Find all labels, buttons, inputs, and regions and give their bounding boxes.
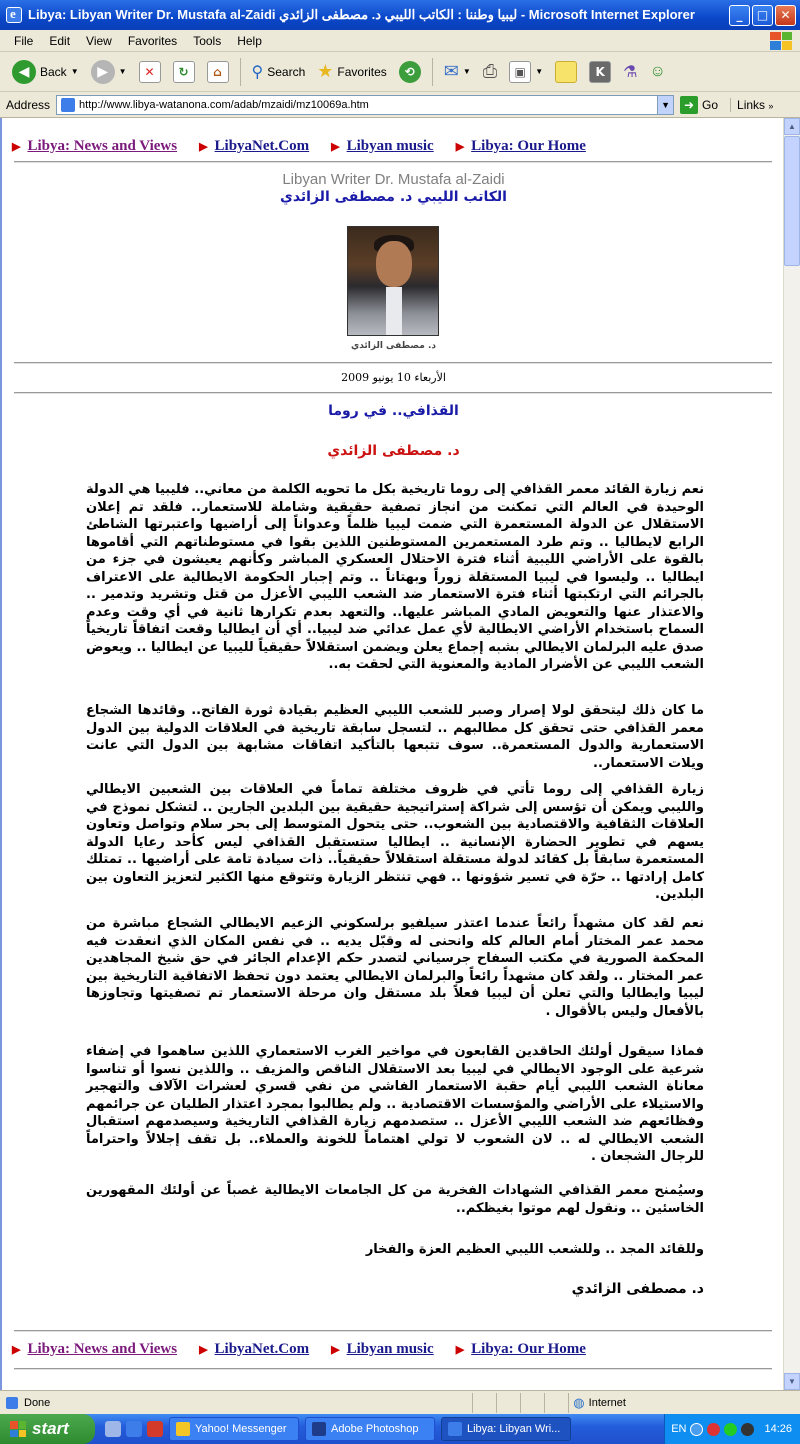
task-yahoo-messenger[interactable] [169, 1417, 299, 1441]
nav-link-libyan-music[interactable]: Libyan music [346, 137, 434, 154]
top-nav-links [12, 135, 608, 157]
page-title-en: Libyan Writer Dr. Mustafa al-Zaidi [282, 171, 505, 188]
go-arrow-icon: ➜ [680, 96, 698, 114]
scroll-up-button[interactable]: ▲ [784, 118, 800, 135]
chevron-down-icon[interactable]: ▼ [657, 96, 673, 114]
triangle-bullet-icon: ▶ [331, 1343, 340, 1356]
triangle-bullet-icon: ▶ [199, 140, 208, 153]
start-button[interactable] [0, 1414, 95, 1444]
divider [14, 1368, 772, 1370]
globe-icon: ◍ [573, 1394, 585, 1410]
article-paragraph: ما كان ذلك ليتحقق لولا إصرار وصبر للشعب الليبي العظيم بقيادة ثورة الفاتح.. وقائدها الشجاع معمر القذافي حتى تحقق كل مطالبهم .. لتسجل سابقة تاريخية في العلاقات الدولية بين الدول الاستعمارية والدول المستعمرة.. سوف تتبعها بالتأكيد اتفاقات مشابهة بين الدول التي عانت ويلات الاستعمار.. [86, 703, 704, 771]
article-paragraph: وللقائد المجد .. وللشعب الليبي العظيم العزة والفخار [365, 1242, 704, 1257]
bottom-nav-links [12, 1338, 608, 1360]
back-arrow-icon: ◀ [12, 60, 36, 84]
menu-help[interactable]: Help [237, 33, 262, 48]
menu-file[interactable]: File [14, 33, 34, 48]
article-paragraph: نعم زيارة القائد معمر القذافي إلى روما تاريخية بكل ما تحويه الكلمة من معاني.. فليبيا هي الدولة الوحيدة في العالم التي تمكنت من انجاز تصفية حقيقية وشاملة للاستعمار.. فلقد تم إعلان الاستقلال عن الدولة المستعمرة التي ضمت ليبيا ظلماً وعدواناً إلى أراضيها واعتبرتها الشاطئ الرابع لايطاليا .. وتم طرد المستعمرين المستوطنين اللذين بقوا في مستوطناتهم التي أقاموها بالقوة على الأراضي الليبية أثناء فترة الاحتلال العسكري المباشر وكأنهم يعيشون في جزء من ايطاليا .. وليسوا في ليبيا المستقلة زوراً وبهتاناً .. وتم إجبار الحكومة الايطالية على الاعتراف بالجرائم التي ارتكبتها أثناء فترة الاستعمار ضد الشعب الليبي الأعزل من قتل وتشريد وتدمير .. والاعتذار عنها والتعويض المادي المباشر عليها.. والتعهد بعدم تكرارها ثانية في أي وقت وعدم السماح باستخدام الأراضي الايطالية لأي عمل عدائي ضد ليبيا.. أي أن ايطاليا وقعت اتفاقاً تاريخياً صدق عليه البرلمان الايطالي بشبه إجماع يعلن ويضمن استقلالاً حقيقياً لليبيا عن ايطاليا .. ويعوض الشعب الليبي عن الأضرار المادية والمعنوية التي لحقت به.. [86, 482, 704, 672]
nav-link-libyan-music[interactable]: Libyan music [346, 1340, 434, 1357]
star-icon: ★ [317, 61, 334, 81]
mail-icon: ✉ [443, 61, 459, 81]
article-title: القذافي.. في روما [328, 403, 459, 419]
zone-text: Internet [588, 1396, 626, 1409]
home-button[interactable] [203, 59, 233, 85]
task-label: Adobe Photoshop [331, 1423, 419, 1435]
nav-link-libyanet[interactable]: LibyaNet.Com [214, 1340, 310, 1357]
article-signature: د. مصطفى الزائدي [571, 1281, 704, 1297]
stop-button[interactable] [135, 59, 165, 85]
article-paragraph: وسيُمنح معمر القذافي الشهادات الفخرية من كل الجامعات الايطالية غصباً عن أولئك المقهورين الخاسئين .. ونقول لهم موتوا بغيظكم.. [86, 1183, 704, 1216]
windows-logo-icon [10, 1421, 26, 1437]
k-button[interactable] [585, 59, 615, 85]
window-title: Libya: Libyan Writer Dr. Mustafa al-Zaidi ليبيا وطننا : الكاتب الليبي د. مصطفى الزائدي - Microsoft Internet Explorer [28, 7, 695, 22]
clock: 14:26 [764, 1423, 792, 1435]
system-tray [664, 1414, 800, 1444]
edit-icon: ▣ [509, 61, 531, 83]
research-icon: ⚗ [623, 63, 638, 81]
close-button[interactable]: ✕ [775, 5, 796, 26]
search-button[interactable] [248, 60, 310, 84]
back-label: Back [40, 64, 67, 79]
print-icon: ⎙ [482, 61, 498, 81]
discuss-button[interactable] [551, 59, 581, 85]
chevron-right-icon: » [768, 100, 774, 111]
tray-icon[interactable] [690, 1423, 703, 1436]
article-paragraph: فماذا سيقول أولئك الحاقدين القابعون في مواخير الغرب الاستعماري اللذين ساهموا في إضفاء شرعية على الوجود الايطالي في ليبيا بعد الاستقلال الناقص والمزيف .. واللذين نسوا أو تناسوا معاناة الشعب الليبي أيام حقبة الاستعمار الفاشي من نفي قسري لعشرات الآلاف والتهجير والاستيلاء على الأراضي والمؤسسات الاقتصادية .. ولم يطالبوا بمجرد اعتذار الطليان عن جرائمهم وفظائعهم ضد الشعب الليبي الأعزل .. ستصدمهم زيارة القذافي التاريخية وسيصدمهم استقبال الشعب الايطالي له .. لان الشعوب لا تولي اهتماماً للخونة والعملاء.. بل تقف إجلالاً واحتراماً للرجال الشجعان . [86, 1044, 704, 1164]
media-icon[interactable] [147, 1421, 163, 1437]
tray-icon[interactable] [741, 1423, 754, 1436]
address-url: http://www.libya-watanona.com/adab/mzaidi/mz10069a.htm [79, 98, 369, 111]
search-icon: ⚲ [251, 63, 264, 81]
nav-link-news-views[interactable]: Libya: News and Views [27, 137, 178, 154]
article-author: د. مصطفى الزائدي [327, 443, 460, 459]
stop-icon: ✕ [139, 61, 161, 83]
triangle-bullet-icon: ▶ [455, 1343, 465, 1356]
photo-caption: د. مصطفى الزائدي [350, 341, 437, 351]
menu-tools[interactable]: Tools [193, 33, 222, 48]
toolbar-separator [432, 58, 433, 86]
history-icon: ⟲ [399, 61, 421, 83]
messenger-icon [176, 1422, 190, 1436]
refresh-button[interactable] [169, 59, 199, 85]
start-label: start [32, 1419, 69, 1438]
page-content [0, 118, 783, 1390]
scroll-down-button[interactable]: ▼ [784, 1373, 800, 1390]
task-internet-explorer[interactable] [441, 1417, 571, 1441]
forward-button[interactable] [87, 58, 131, 86]
maximize-button[interactable]: □ [752, 5, 773, 26]
nav-link-our-home[interactable]: Libya: Our Home [471, 1340, 586, 1357]
divider [14, 161, 772, 163]
k-icon: K [589, 61, 611, 83]
links-label: Links [737, 97, 766, 112]
back-button[interactable] [8, 58, 83, 86]
note-icon [555, 61, 577, 83]
refresh-icon: ↻ [173, 61, 195, 83]
article-paragraph: زيارة القذافي إلى روما تأتي في ظروف مختلفة تماماً في العلاقات بين الشعبين الايطالي والليبي ويمكن أن تؤسس إلى شراكة إستراتيجية حقيقية بين البلدين الجارين .. لتشكل نموذج في العلاقات الثقافية والاقتصادية بين الشعوب.. حتى يتحول المتوسط إلى بحر سلام وتواصل وتعاون يسهم في تطوير الحضارة الإنسانية .. ايطاليا ستستقبل القذافي ليس كأحد رعايا الدولة المستعمرة سابقاً بل كقائد لدولة مستقلة استقلالاً حقيقياً.. ذات سيادة تامة على أراضيها .. تمتلك كامل إرادتها .. حرّة في تسير شؤونها .. فهي تنتظر الزيارة وتتوقع منها الكثير لتعزيز التعاون بين البلدين. [86, 782, 704, 902]
messenger-icon: ☺ [649, 62, 666, 80]
chevron-down-icon: ▼ [535, 67, 544, 76]
address-input[interactable] [56, 95, 674, 115]
divider [14, 362, 772, 364]
ie-icon[interactable] [126, 1421, 142, 1437]
show-desktop-icon[interactable] [105, 1421, 121, 1437]
favorites-label: Favorites [337, 64, 387, 79]
triangle-bullet-icon: ▶ [199, 1343, 208, 1356]
author-photo [347, 226, 439, 336]
home-icon: ⌂ [207, 61, 229, 83]
research-button[interactable] [619, 60, 641, 84]
chevron-down-icon: ▼ [462, 67, 471, 76]
photoshop-icon [312, 1422, 326, 1436]
quick-launch [105, 1421, 163, 1437]
window-titlebar[interactable] [0, 0, 800, 30]
zone-indicator [568, 1393, 718, 1413]
tray-icon[interactable] [724, 1423, 737, 1436]
go-button[interactable] [680, 96, 718, 114]
nav-link-news-views[interactable]: Libya: News and Views [27, 1340, 178, 1357]
nav-link-libyanet[interactable]: LibyaNet.Com [214, 137, 310, 154]
divider [14, 392, 772, 394]
triangle-bullet-icon: ▶ [455, 140, 465, 153]
messenger-button[interactable] [645, 61, 669, 83]
chevron-down-icon: ▼ [70, 67, 79, 76]
status-bar [0, 1390, 800, 1414]
page-title-ar: الكاتب الليبي د. مصطفى الزائدي [280, 189, 507, 205]
task-adobe-photoshop[interactable] [305, 1417, 435, 1441]
task-label: Libya: Libyan Wri... [467, 1423, 561, 1435]
print-button[interactable] [479, 59, 501, 84]
status-text: Done [24, 1396, 51, 1409]
standard-toolbar [0, 52, 800, 92]
triangle-bullet-icon: ▶ [12, 1343, 21, 1356]
menu-view[interactable]: View [86, 33, 112, 48]
favorites-button[interactable] [313, 59, 391, 84]
page-icon [6, 1397, 18, 1409]
menu-bar [0, 30, 800, 52]
edit-button[interactable] [505, 59, 547, 85]
go-label: Go [702, 97, 719, 112]
history-button[interactable] [395, 59, 425, 85]
language-indicator[interactable]: EN [671, 1423, 687, 1435]
article-date: الأربعاء 10 يونيو 2009 [341, 371, 446, 384]
vertical-scrollbar[interactable] [783, 118, 800, 1390]
toolbar-separator [240, 58, 241, 86]
windows-logo-icon [770, 32, 792, 50]
taskbar [0, 1414, 800, 1444]
nav-link-our-home[interactable]: Libya: Our Home [471, 137, 586, 154]
triangle-bullet-icon: ▶ [12, 140, 21, 153]
page-icon [61, 98, 75, 112]
address-bar [0, 92, 800, 118]
triangle-bullet-icon: ▶ [331, 140, 340, 153]
article-paragraph: نعم لقد كان مشهداً رائعاً عندما اعتذر سيلفيو برلسكوني الزعيم الايطالي الشجاع مباشرة من محمد عمر المختار أمام العالم كله وانحنى له وقبّل يديه .. في نفس المكان الذي انعقدت فيه المحكمة الصورية في مكتب السفاح جرسياني لتصدر حكم الإعدام الجائر في حق شيخ المجاهدين عمر المختار .. ولقد كان مشهداً رائعاً والبرلمان الايطالي يعتمد دون تحفظ الاتفاقية التاريخية بين ليبيا وايطاليا والتي تعلن أن ليبيا فعلاً بلد مستقل وان مرحلة الاستعمار تم تصفيتها وتجاوزها بالأفعال وليس بالأقوال . [86, 916, 704, 1019]
ie-icon [448, 1422, 462, 1436]
links-button[interactable] [730, 98, 773, 112]
minimize-button[interactable]: _ [729, 5, 750, 26]
chevron-down-icon: ▼ [118, 67, 127, 76]
divider [14, 1330, 772, 1332]
search-label: Search [267, 64, 306, 79]
forward-arrow-icon: ▶ [91, 60, 115, 84]
menu-edit[interactable]: Edit [49, 33, 71, 48]
ie-logo-icon [6, 7, 22, 23]
tray-icon[interactable] [707, 1423, 720, 1436]
menu-favorites[interactable]: Favorites [127, 33, 178, 48]
scroll-thumb[interactable] [784, 136, 800, 266]
task-label: Yahoo! Messenger [195, 1423, 287, 1435]
address-label: Address [6, 97, 51, 112]
mail-button[interactable] [440, 59, 475, 84]
